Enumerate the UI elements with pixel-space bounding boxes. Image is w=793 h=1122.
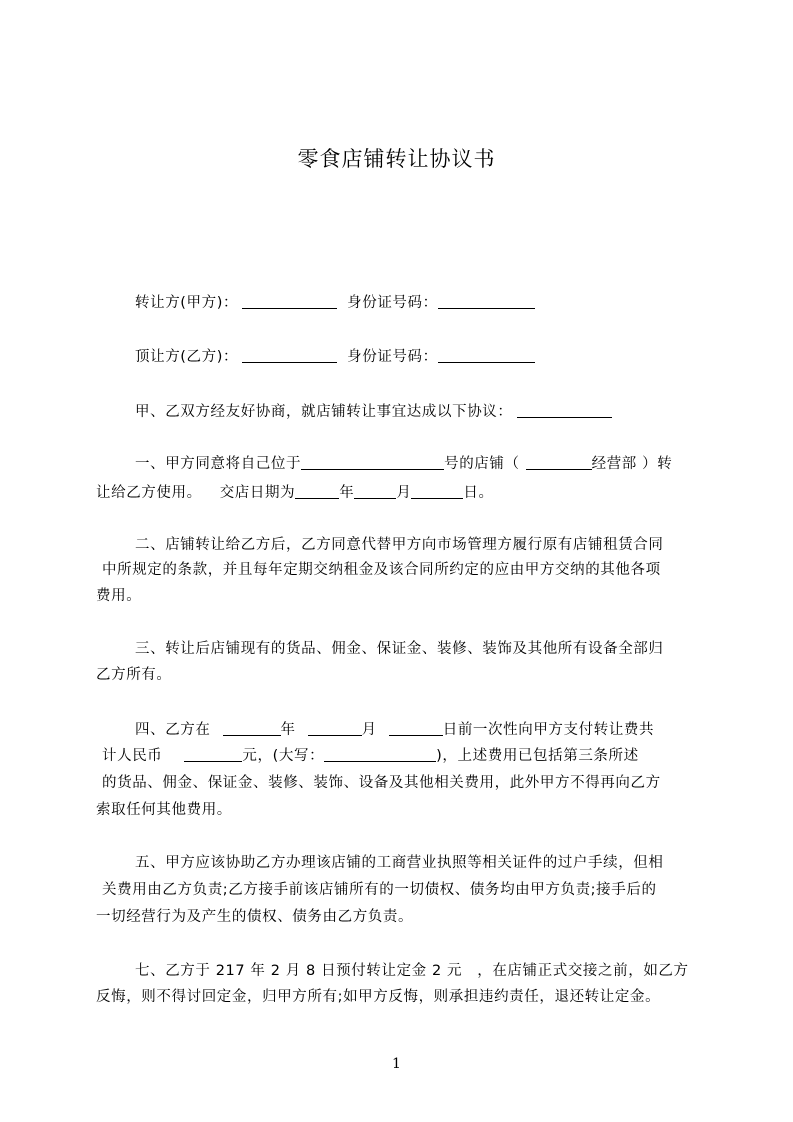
payment-month-blank[interactable]	[308, 721, 362, 736]
clause4-text-c: 计人民币	[102, 748, 163, 764]
transferee-line	[135, 345, 535, 366]
clause4-text-d: 元，(大写：	[242, 748, 325, 764]
clause1-day: 日。	[463, 485, 494, 501]
clause2-line3: 费用。	[96, 588, 142, 604]
clause1-text-a: 一、甲方同意将自己位于	[135, 456, 302, 472]
clause4-text-b: 日前一次性向甲方支付转让费共	[442, 722, 655, 738]
transferee-id-label: 身份证号码：	[347, 349, 438, 365]
clause4-text-e: )，上述费用已包括第三条所述	[436, 748, 639, 764]
handover-day-blank[interactable]	[411, 484, 463, 499]
clause7-line2: 反悔，则不得讨回定金，归甲方所有;如甲方反悔，则承担违约责任，退还转让定金。	[96, 989, 661, 1005]
clause1-line1	[135, 452, 672, 473]
transferee-label: 顶让方(乙方)：	[135, 349, 239, 365]
intro-line	[135, 400, 612, 421]
clause4-month: 月	[361, 722, 377, 738]
clause1-text-b: 号的店铺（	[444, 456, 520, 472]
handover-month-blank[interactable]	[354, 484, 396, 499]
handover-year-blank[interactable]	[295, 484, 339, 499]
clause7-line1: 七、乙方于 217 年 2 月 8 日预付转让定金 2 元 ，在店铺正式交接之前，如乙方	[135, 963, 689, 979]
clause5-line1: 五、甲方应该协助乙方办理该店铺的工商营业执照等相关证件的过户手续，但相	[135, 855, 664, 871]
intro-text: 甲、乙双方经友好协商，就店铺转让事宜达成以下协议：	[135, 404, 513, 420]
payment-year-blank[interactable]	[223, 721, 281, 736]
transferor-id-blank[interactable]	[438, 294, 535, 309]
document-title: 零食店铺转让协议书	[297, 147, 496, 171]
clause4-line4: 索取任何其他费用。	[96, 802, 232, 818]
clause2-line1: 二、店铺转让给乙方后，乙方同意代替甲方向市场管理方履行原有店铺租赁合同	[135, 537, 664, 553]
amount-uppercase-blank[interactable]	[324, 747, 436, 762]
transferor-line	[135, 291, 535, 312]
clause1-text-e: 交店日期为	[219, 485, 296, 501]
clause4-text-a: 四、乙方在	[135, 722, 211, 738]
clause2-line2: 中所规定的条款，并且每年定期交纳租金及该合同所约定的应由甲方交纳的其他各项	[102, 562, 661, 578]
clause1-month: 月	[396, 485, 412, 501]
clause3-line1: 三、转让后店铺现有的货品、佣金、保证金、装修、装饰及其他所有设备全部归	[135, 641, 664, 657]
clause3-line2: 乙方所有。	[96, 667, 172, 683]
transferee-name-blank[interactable]	[242, 348, 337, 363]
clause5-line3: 一切经营行为及产生的债权、债务由乙方负责。	[96, 909, 414, 925]
transferor-name-blank[interactable]	[242, 294, 337, 309]
clause4-year: 年	[280, 722, 296, 738]
clause1-line2	[96, 481, 494, 502]
clause1-year: 年	[339, 485, 355, 501]
transferee-id-blank[interactable]	[438, 348, 535, 363]
shop-name-blank[interactable]	[526, 455, 592, 470]
clause4-line1	[135, 718, 654, 739]
transferor-label: 转让方(甲方)：	[135, 295, 239, 311]
payment-day-blank[interactable]	[389, 721, 443, 736]
intro-blank[interactable]	[517, 403, 612, 418]
clause4-line3: 的货品、佣金、保证金、装修、装饰、设备及其他相关费用，此外甲方不得再向乙方	[102, 775, 661, 791]
clause4-line2	[102, 744, 639, 765]
shop-address-blank[interactable]	[301, 455, 444, 470]
clause5-line2: 关费用由乙方负责;乙方接手前该店铺所有的一切债权、债务均由甲方负责;接手后的	[102, 882, 657, 898]
clause1-text-c: 经营部 ）转	[591, 456, 673, 472]
transferor-id-label: 身份证号码：	[347, 295, 438, 311]
page-number: 1	[392, 1056, 401, 1072]
clause1-text-d: 让给乙方使用。	[96, 485, 202, 501]
amount-blank[interactable]	[184, 747, 242, 762]
